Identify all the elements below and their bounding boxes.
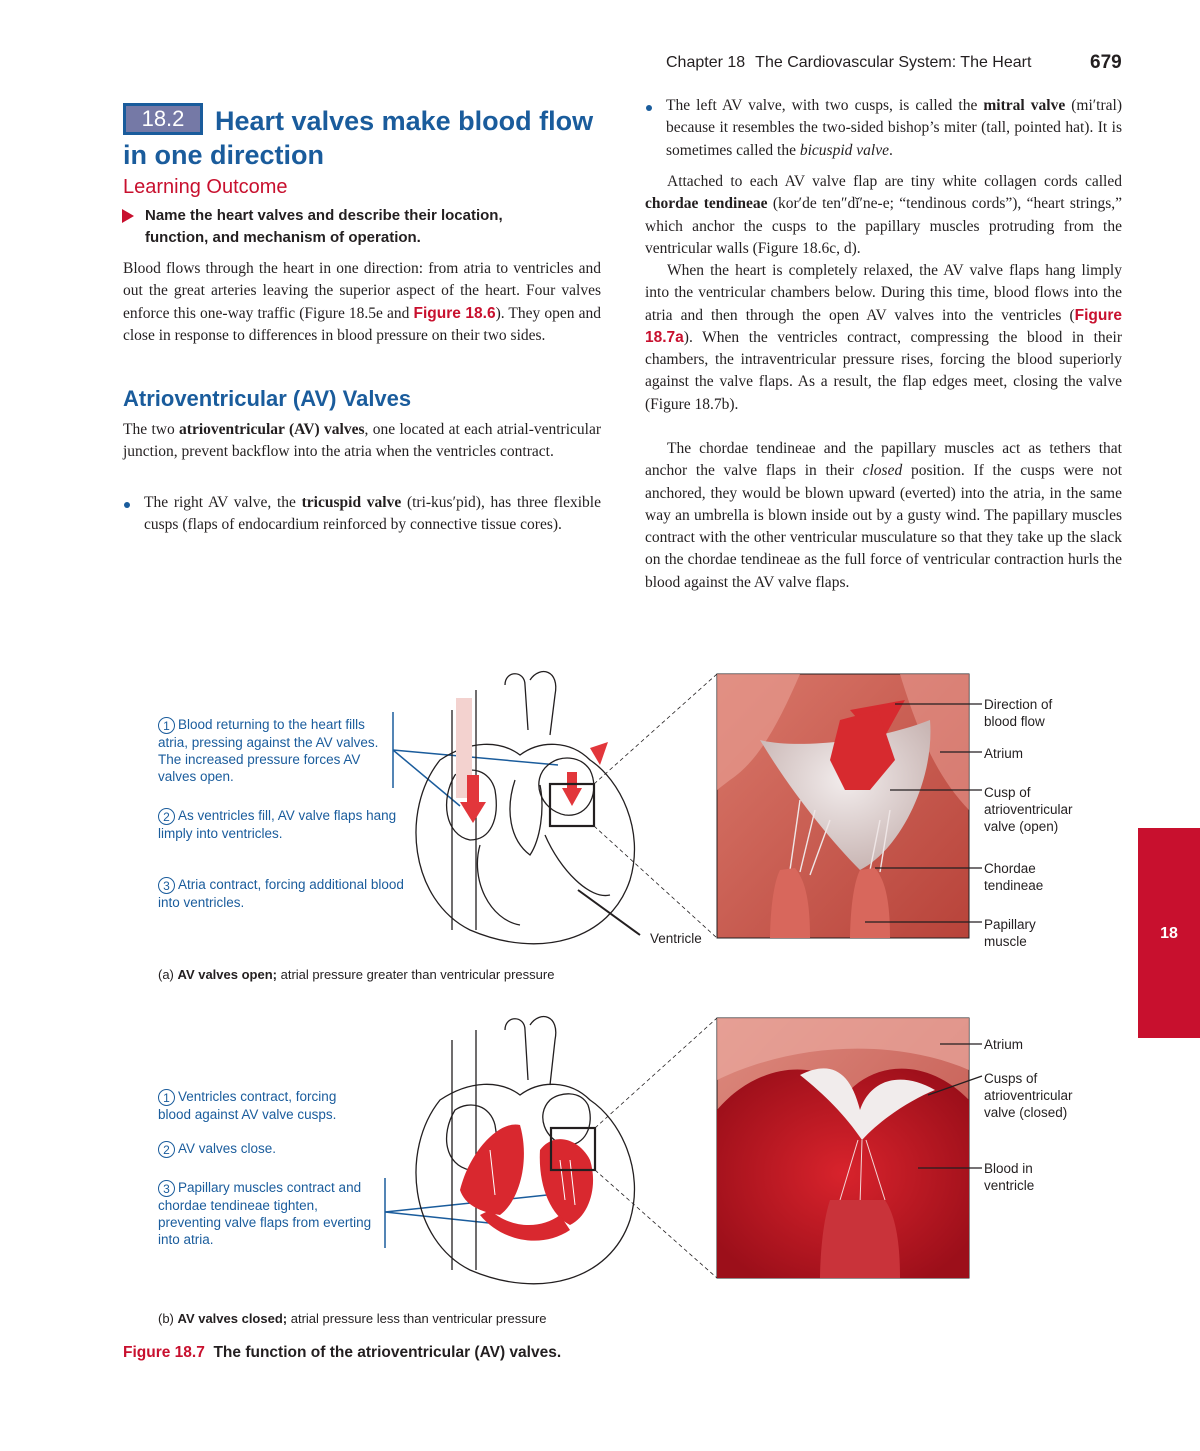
- step-text: As ventricles fill, AV valve flaps hang limply into ventricles.: [158, 808, 397, 841]
- label-atrium-b: Atrium: [984, 1037, 1024, 1052]
- attach-text-1: Attached to each AV valve flap are tiny white collagen cords called: [667, 173, 1122, 190]
- zoom-lines-a: [594, 674, 717, 938]
- relax-text-1: When the heart is completely relaxed, the AV valve flaps hang limply into the ventricular chambers below. During this time, blood flows into the atria and then through the open AV valves into the ventricles (: [645, 262, 1122, 324]
- figure-caption-text: The function of the atrioventricular (AV) valves.: [213, 1344, 562, 1361]
- chordae-term: chordae tendineae: [645, 195, 768, 213]
- step-number-badge: 2: [158, 808, 175, 825]
- mitral-term: mitral valve: [983, 97, 1066, 114]
- tethers-paragraph: [645, 438, 1122, 594]
- intro-text-2: ). They open and close in response to differences in blood pressure on their two sides.: [123, 304, 601, 344]
- section-title: Heart valves make blood flow in one direction: [123, 106, 594, 170]
- panel-a-caption: [158, 967, 554, 982]
- panel-caption-text: atrial pressure greater than ventricular pressure: [276, 967, 555, 982]
- label-blood-in-ventricle: Blood in ventricle: [984, 1161, 1035, 1193]
- chordae-text-2: position. If the cusps were not anchored, they would be blown upward (everted) into the atria, in the same way an umbrella is blown inside out by a gusty wind. The papillary muscles contract with the other ventricular musculature so that they take up the slack on the chordae tendineae as the full force of ventricular contraction hurls the blood against the AV valve flaps.: [645, 462, 1123, 591]
- label-cusps-closed: Cusps of atrioventricular valve (closed): [984, 1071, 1073, 1120]
- tricuspid-bullet: [144, 492, 601, 537]
- figure-reference-link[interactable]: Figure 18.7a: [645, 306, 1122, 346]
- heart-diagram-b: [416, 1017, 634, 1284]
- attach-text-2: (kor′de ten″dĭ′ne-e; “tendinous cords”), “heart strings,” which anchor the cusps to the papillary muscles protruding from the ventricular walls (Figure 18.6c, d).: [645, 195, 1122, 257]
- blood-flow-arrows-a: [460, 742, 608, 823]
- learning-outcome-text: Name the heart valves and describe their location, function, and mechanism of operation.: [145, 207, 503, 246]
- panel-b-step-3: [158, 1179, 383, 1248]
- panel-caption-bold: AV valves closed;: [177, 1311, 288, 1326]
- av-valves-paragraph: [123, 419, 601, 464]
- heart-diagram-a: [416, 672, 634, 944]
- av-valves-heading: Atrioventricular (AV) Valves: [123, 386, 412, 411]
- panel-b-caption: [158, 1311, 547, 1326]
- av-text-2: , one located at each atrial-ventricular junction, prevent backflow into the atria when the ventricles contract.: [123, 421, 601, 461]
- chapter-tab-number: 18: [1160, 925, 1178, 942]
- mitral-text-2: (mi′tral) because it resembles the two-sided bishop’s miter (tall, pointed hat). It is sometimes called the: [666, 97, 1122, 159]
- tricuspid-text-2: (tri-kus′pid), has three flexible cusps (flaps of endocardium reinforced by connective tissue cores).: [144, 494, 601, 534]
- step-text: Atria contract, forcing additional blood into ventricles.: [158, 877, 404, 910]
- bullet-dot-icon: [124, 502, 130, 508]
- panel-a-step-3: [158, 876, 418, 911]
- panel-a-step-2: [158, 807, 403, 842]
- zoom-lines-b: [595, 1018, 717, 1278]
- step-number-badge: 2: [158, 1141, 175, 1158]
- chordae-text-1: The chordae tendineae and the papillary muscles act as tethers that anchor the valve flaps in their: [645, 440, 1122, 480]
- step-number-badge: 1: [158, 717, 175, 734]
- mitral-text-1: The left AV valve, with two cusps, is called the: [666, 97, 984, 114]
- step-text: Papillary muscles contract and chordae tendineae tighten, preventing valve flaps from everting into atria.: [158, 1180, 372, 1247]
- label-papillary-muscle: Papillary muscle: [984, 917, 1036, 949]
- mitral-bullet: [666, 95, 1122, 162]
- panel-letter: (b): [158, 1311, 174, 1326]
- ventricle-leader: [578, 890, 640, 935]
- running-head: [666, 54, 1031, 72]
- label-chordae-tendineae: Chordae tendineae: [984, 861, 1044, 893]
- panel-b-step-1: [158, 1088, 373, 1123]
- panel-a-step-1: [158, 716, 388, 785]
- intro-paragraph: [123, 258, 601, 347]
- figure-reference-link[interactable]: Figure 18.6: [413, 304, 496, 322]
- contracting-ventricles-b: [460, 1124, 593, 1240]
- closed-italic: closed: [862, 462, 903, 480]
- step-number-badge: 3: [158, 1180, 175, 1197]
- label-direction-of-flow: Direction of blood flow: [984, 697, 1053, 729]
- intro-text-1: Blood flows through the heart in one direction: from atria to ventricles and out the great arteries leaving the superior aspect of the heart. Four valves enforce this one-way traffic (Figure 18.5e and: [123, 260, 601, 322]
- label-atrium: Atrium: [984, 746, 1024, 761]
- relax-text-2: ). When the ventricles contract, compressing the blood in their chambers, the intraventricular pressure rises, forcing the blood superiorly against the valve flaps. As a result, the flap edges meet, closing the valve (Figure 18.7b).: [645, 328, 1122, 413]
- figure-caption: [123, 1344, 561, 1362]
- panel-b-step-2: [158, 1140, 373, 1158]
- chordae-attach-paragraph: [645, 171, 1122, 260]
- panel-caption-text: atrial pressure less than ventricular pressure: [287, 1311, 547, 1326]
- bicuspid-italic: bicuspid valve: [799, 141, 889, 159]
- tricuspid-term: tricuspid valve: [301, 494, 402, 511]
- running-head-chapter: Chapter 18: [666, 54, 746, 71]
- mitral-text-3: .: [888, 141, 893, 159]
- step-text: Ventricles contract, forcing blood against AV valve cusps.: [158, 1089, 337, 1122]
- step-text: Blood returning to the heart fills atria, pressing against the AV valves. The increased pressure forces AV valves open.: [158, 717, 379, 784]
- tricuspid-text-1: The right AV valve, the: [144, 494, 302, 511]
- panel-caption-bold: AV valves open;: [177, 967, 277, 982]
- bullet-dot-icon: [646, 105, 652, 111]
- page-number: 679: [1090, 52, 1122, 73]
- av-valves-term: atrioventricular (AV) valves: [179, 421, 365, 438]
- step-number-badge: 1: [158, 1089, 175, 1106]
- step-text: AV valves close.: [178, 1141, 277, 1156]
- ventricle-label: Ventricle: [650, 931, 702, 946]
- section-number-badge: 18.2: [123, 103, 203, 135]
- label-cusp-open: Cusp of atrioventricular valve (open): [984, 785, 1073, 834]
- running-head-title: The Cardiovascular System: The Heart: [755, 54, 1032, 71]
- relaxed-heart-paragraph: [645, 260, 1122, 416]
- step-number-badge: 3: [158, 877, 175, 894]
- panel-letter: (a): [158, 967, 174, 982]
- figure-label: Figure 18.7: [123, 1344, 205, 1361]
- triangle-bullet-icon: [122, 209, 134, 223]
- learning-outcome-heading: Learning Outcome: [123, 176, 288, 198]
- av-text-1: The two: [123, 421, 180, 438]
